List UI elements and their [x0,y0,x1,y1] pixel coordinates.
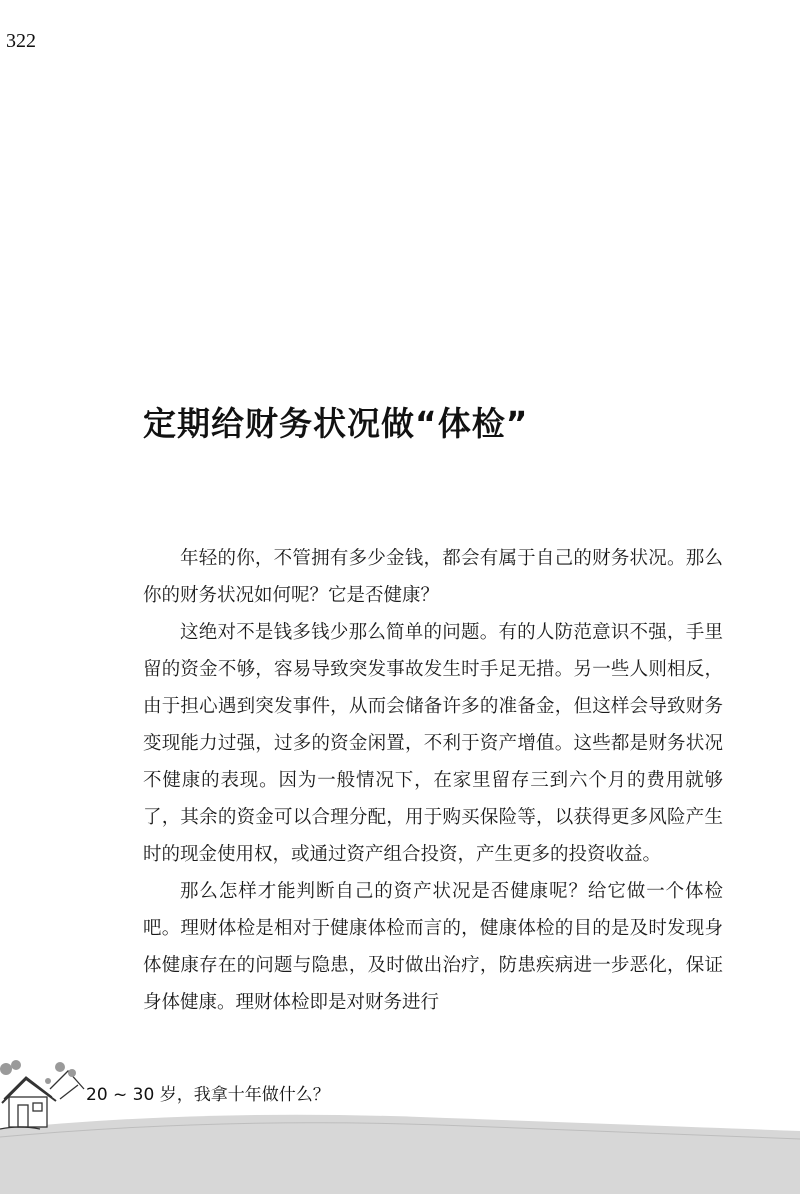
paragraph: 那么怎样才能判断自己的资产状况是否健康呢？给它做一个体检吧。理财体检是相对于健康体检而言的，健康体检的目的是及时发现身体健康存在的问题与隐患，及时做出治疗，防患疾病进一步恶化，保证身体健康。理财体检即是对财务进行 [143,881,723,1013]
paragraph: 年轻的你，不管拥有多少金钱，都会有属于自己的财务状况。那么你的财务状况如何呢？它是否健康？ [143,548,723,606]
foliage-icon [0,1060,76,1084]
chapter-title: 定期给财务状况做“体检” [143,404,529,443]
paragraph: 这绝对不是钱多钱少那么简单的问题。有的人防范意识不强，手里留的资金不够，容易导致突发事故发生时手足无措。另一些人则相反，由于担心遇到突发事件，从而会储备许多的准备金，但这样会导致财务变现能力过强，过多的资金闲置，不利于资产增值。这些都是财务状况不健康的表现。因为一般情况下，在家里留存三到六个月的费用就够了，其余的资金可以合理分配，用于购买保险等，以获得更多风险产生时的现金使用权，或通过资产组合投资，产生更多的投资收益。 [143,622,723,865]
running-footer: 20 ~ 30 岁，我拿十年做什么？ [86,1085,330,1105]
page-footer [0,1059,800,1194]
body-text [143,540,723,1021]
page-number: 322 [6,30,36,52]
house-icon [0,1071,84,1129]
